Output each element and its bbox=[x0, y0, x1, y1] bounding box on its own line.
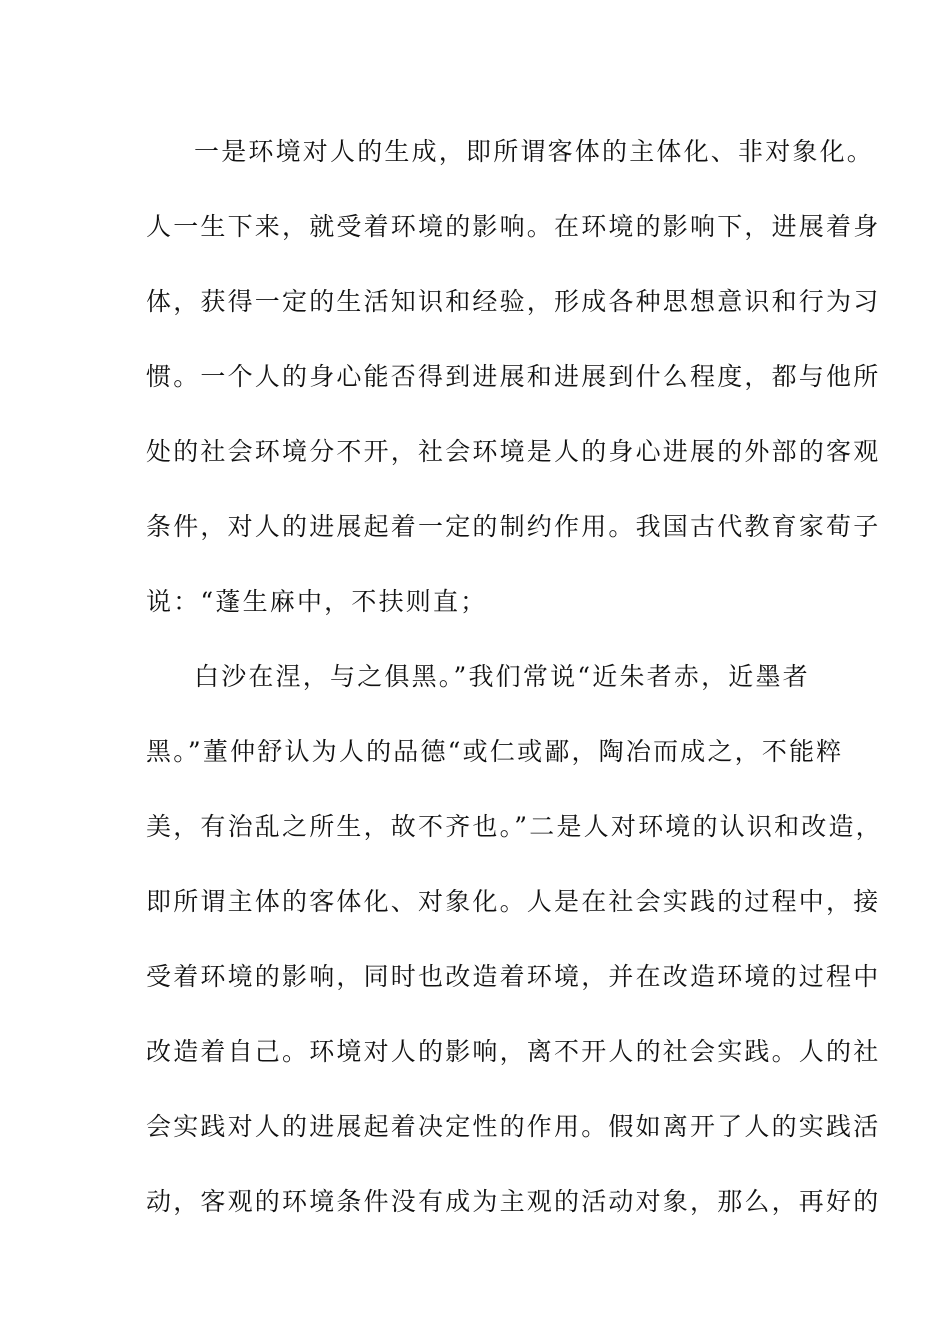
text-line: 即所谓主体的客体化、对象化。人是在社会实践的过程中，接 bbox=[146, 887, 881, 916]
text-line: 体，获得一定的生活知识和经验，形成各种思想意识和行为习 bbox=[146, 287, 881, 316]
text-line: 白沙在涅，与之俱黑。”我们常说“近朱者赤，近墨者 bbox=[194, 662, 810, 691]
text-line: 惯。一个人的身心能否得到进展和进展到什么程度，都与他所 bbox=[146, 362, 881, 391]
text-line: 改造着自己。环境对人的影响，离不开人的社会实践。人的社 bbox=[146, 1037, 881, 1066]
text-line: 一是环境对人的生成，即所谓客体的主体化、非对象化。 bbox=[194, 137, 875, 166]
text-line: 美，有治乱之所生，故不齐也。”二是人对环境的认识和改造， bbox=[146, 812, 883, 841]
text-line: 受着环境的影响，同时也改造着环境，并在改造环境的过程中 bbox=[146, 962, 881, 991]
text-line: 处的社会环境分不开，社会环境是人的身心进展的外部的客观 bbox=[146, 437, 881, 466]
text-line: 条件，对人的进展起着一定的制约作用。我国古代教育家荀子 bbox=[146, 512, 881, 541]
text-line: 会实践对人的进展起着决定性的作用。假如离开了人的实践活 bbox=[146, 1112, 881, 1141]
text-line: 人一生下来，就受着环境的影响。在环境的影响下，进展着身 bbox=[146, 212, 881, 241]
text-line: 说：“蓬生麻中，不扶则直； bbox=[146, 587, 488, 616]
text-line: 动，客观的环境条件没有成为主观的活动对象，那么，再好的 bbox=[146, 1187, 881, 1216]
text-line: 黑。”董仲舒认为人的品德“或仁或鄙，陶冶而成之，不能粹 bbox=[146, 737, 844, 766]
